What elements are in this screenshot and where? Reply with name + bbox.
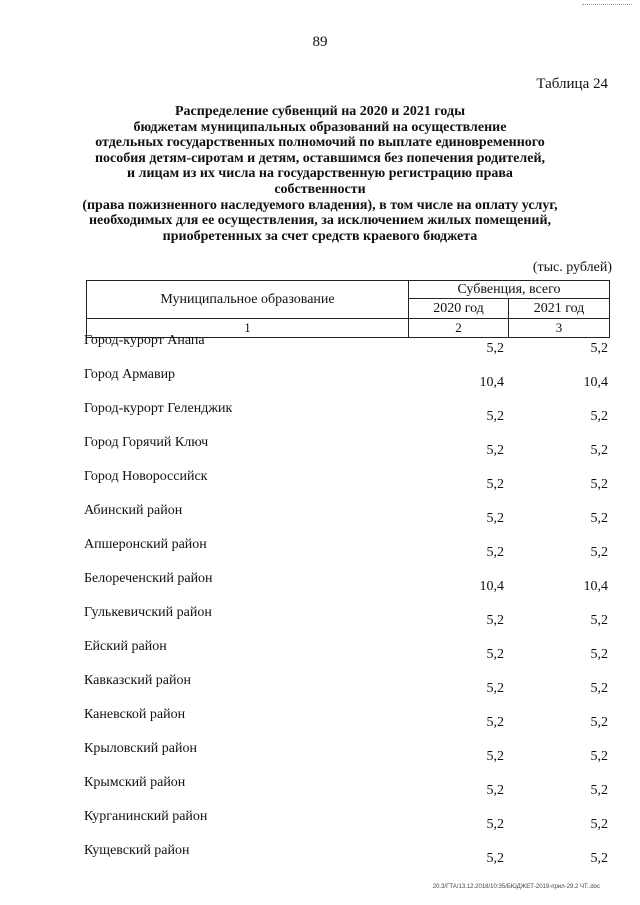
document-title xyxy=(80,104,560,244)
value-2021: 5,2 xyxy=(590,817,608,832)
table-row xyxy=(0,401,640,435)
value-2020: 5,2 xyxy=(486,783,504,798)
municipality-name: Абинский район xyxy=(84,503,183,518)
table-row xyxy=(0,741,640,775)
municipality-name: Город Горячий Ключ xyxy=(84,435,209,450)
title-line: пособия детям-сиротам и детям, оставшимся без попечения родителей, xyxy=(94,150,546,166)
title-line: отдельных государственных полномочий по выплате единовременного xyxy=(95,135,545,151)
value-2021: 5,2 xyxy=(590,715,608,730)
header-subvention-total: Субвенция, всего xyxy=(409,281,609,299)
value-2021: 5,2 xyxy=(590,341,608,356)
table-label: Таблица 24 xyxy=(536,76,608,92)
title-line: необходимых для ее осуществления, за исключением жилых помещений, xyxy=(88,213,552,229)
table-row xyxy=(0,843,640,877)
units-label: (тыс. рублей) xyxy=(532,260,612,275)
header-year-2020: 2020 год xyxy=(409,299,509,319)
municipality-name: Курганинский район xyxy=(84,809,208,824)
value-2020: 5,2 xyxy=(486,851,504,866)
table-row xyxy=(0,605,640,639)
value-2020: 5,2 xyxy=(486,409,504,424)
municipality-name: Кавказский район xyxy=(84,673,192,688)
municipality-name: Город-курорт Геленджик xyxy=(84,401,233,416)
value-2020: 5,2 xyxy=(486,817,504,832)
value-2021: 5,2 xyxy=(590,681,608,696)
municipality-name: Город-курорт Анапа xyxy=(84,333,205,348)
page-number: 89 xyxy=(312,34,328,50)
value-2021: 5,2 xyxy=(590,545,608,560)
value-2020: 5,2 xyxy=(486,715,504,730)
header-col-number-1: 1 xyxy=(87,319,409,337)
value-2021: 5,2 xyxy=(590,443,608,458)
municipality-name: Апшеронский район xyxy=(84,537,207,552)
title-line: и лицам из их числа на государственную регистрацию права собственности xyxy=(127,166,513,197)
value-2021: 10,4 xyxy=(583,375,608,390)
document-footer: 20.3/ГТА/13.12.2018/10:35/БЮДЖЕТ-2019-прил-29.2 ЧТ..doc xyxy=(432,884,600,890)
value-2020: 5,2 xyxy=(486,647,504,662)
value-2020: 5,2 xyxy=(486,477,504,492)
corner-mark xyxy=(582,4,632,5)
value-2021: 5,2 xyxy=(590,613,608,628)
municipality-name: Гулькевичский район xyxy=(84,605,212,620)
value-2021: 5,2 xyxy=(590,783,608,798)
value-2020: 5,2 xyxy=(486,749,504,764)
municipality-name: Крымский район xyxy=(84,775,186,790)
table-row xyxy=(0,333,640,367)
table-row xyxy=(0,639,640,673)
table-row xyxy=(0,571,640,605)
table-row xyxy=(0,435,640,469)
header-col-number-2: 2 xyxy=(409,319,509,337)
municipality-name: Город Новороссийск xyxy=(84,469,208,484)
title-line: Распределение субвенций на 2020 и 2021 годы xyxy=(175,104,465,119)
value-2020: 5,2 xyxy=(486,545,504,560)
value-2021: 5,2 xyxy=(590,851,608,866)
title-line: бюджетам муниципальных образований на осуществление xyxy=(133,119,507,135)
table-row xyxy=(0,673,640,707)
value-2020: 10,4 xyxy=(479,579,504,594)
municipality-name: Белореченский район xyxy=(84,571,213,586)
header-municipality: Муниципальное образование xyxy=(87,281,409,319)
value-2020: 5,2 xyxy=(486,443,504,458)
header-col-number-3: 3 xyxy=(555,320,563,335)
value-2021: 10,4 xyxy=(583,579,608,594)
value-2021: 5,2 xyxy=(590,749,608,764)
table-row xyxy=(0,367,640,401)
value-2020: 10,4 xyxy=(479,375,504,390)
value-2021: 5,2 xyxy=(590,511,608,526)
title-line: приобретенных за счет средств краевого бюджета xyxy=(162,228,478,244)
value-2020: 5,2 xyxy=(486,341,504,356)
table-row xyxy=(0,775,640,809)
header-year-2021: 2021 год xyxy=(509,299,609,319)
value-2021: 5,2 xyxy=(590,409,608,424)
table-row xyxy=(0,537,640,571)
municipality-name: Кущевский район xyxy=(84,843,190,858)
municipality-name: Ейский район xyxy=(84,639,167,654)
municipality-name: Город Армавир xyxy=(84,367,176,382)
title-line: (права пожизненного наследуемого владения), в том числе на оплату услуг, xyxy=(82,197,558,213)
value-2020: 5,2 xyxy=(486,681,504,696)
table-row xyxy=(0,809,640,843)
value-2021: 5,2 xyxy=(590,647,608,662)
value-2020: 5,2 xyxy=(486,613,504,628)
table-body xyxy=(0,333,640,877)
table-row xyxy=(0,707,640,741)
table-row xyxy=(0,503,640,537)
municipality-name: Каневской район xyxy=(84,707,186,722)
value-2021: 5,2 xyxy=(590,477,608,492)
table-header xyxy=(86,280,610,338)
table-row xyxy=(0,469,640,503)
municipality-name: Крыловский район xyxy=(84,741,197,756)
value-2020: 5,2 xyxy=(486,511,504,526)
